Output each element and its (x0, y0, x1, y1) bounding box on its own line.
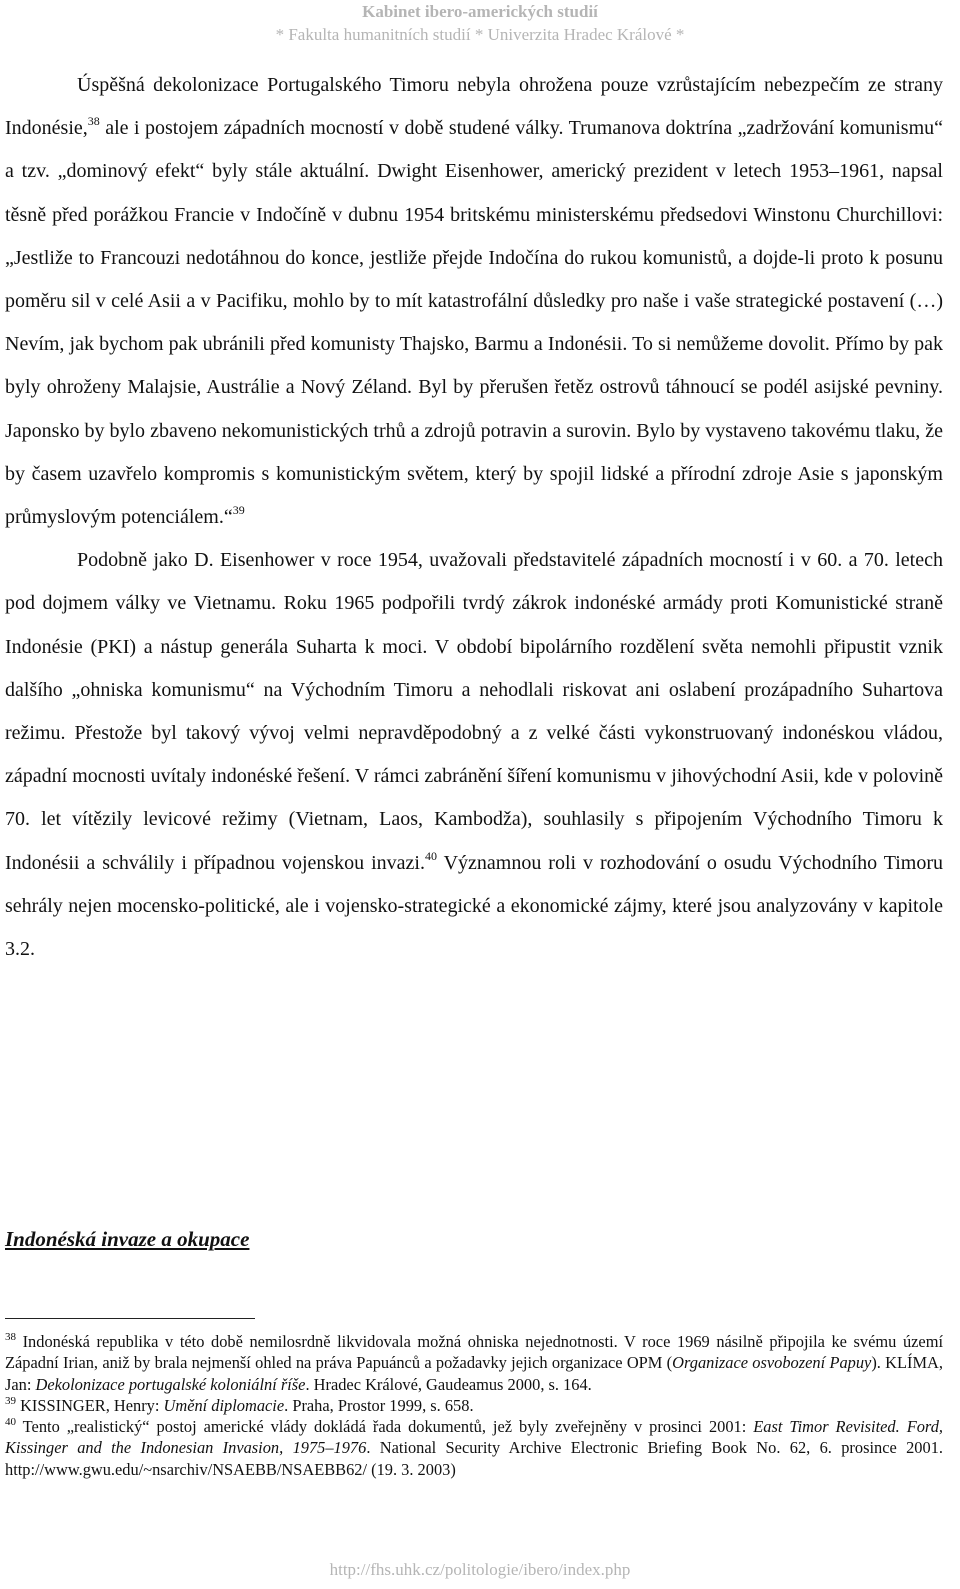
footnote-number-38: 38 (5, 1331, 16, 1343)
paragraph-2 (5, 539, 943, 971)
footnote-38-text-c: . Hradec Králové, Gaudeamus 2000, s. 164. (305, 1374, 592, 1394)
footnote-38 (5, 1331, 943, 1395)
footnote-40-text-b[interactable]: . National Security Archive Electronic Briefing Book No. 62, 6. prosince 2001. http://www.gwu.edu/~nsarchiv/NSAEBB/NSAEBB62/ (19. 3. 2003) (5, 1438, 943, 1479)
footnote-38-italic-1: Organizace osvobození Papuy (672, 1353, 872, 1373)
footnote-39-text-a: KISSINGER, Henry: (16, 1395, 164, 1415)
footnote-39-text-b: . Praha, Prostor 1999, s. 658. (284, 1395, 474, 1415)
footnote-40 (5, 1416, 943, 1480)
footnote-38-text-b: ). KLÍMA, Jan: (5, 1353, 943, 1394)
main-text (5, 64, 943, 971)
footnote-divider (5, 1318, 255, 1319)
page-header (0, 0, 960, 46)
footer-url[interactable]: http://fhs.uhk.cz/politologie/ibero/index.php (329, 1560, 631, 1579)
footnote-number-39: 39 (5, 1394, 16, 1407)
header-institution: Kabinet ibero-amerických studií (362, 2, 598, 21)
footnote-ref-40[interactable]: 40 (424, 848, 437, 863)
footnote-38-text-a: Indonéská republika v této době nemilosrdně likvidovala možná ohniska nejednotnosti. V roce 1969 násilně připojila ke svému území Západní Irian, aniž by brala nejmenší ohled na práva Papuánců a požadavky jejich organizace OPM ( (5, 1332, 943, 1373)
paragraph-1 (5, 64, 943, 539)
footnote-ref-38[interactable]: 38 (87, 114, 100, 129)
paragraph-2-part-2: Významnou roli v rozhodování o osudu Východního Timoru sehrály nejen mocensko-politické, ale i vojensko-strategické a ekonomické zájmy, které jsou analyzovány v kapitole 3.2. (5, 851, 943, 961)
paragraph-2-part-1: Podobně jako D. Eisenhower v roce 1954, uvažovali představitelé západních mocností i v 60. a 70. letech pod dojmem války ve Vietnamu. Roku 1965 podpořili tvrdý zákrok indonéské armády proti Komunistické straně Indonésie (PKI) a nástup generála Suharta k moci. V období bipolárního rozdělení světa nemohli připustit vznik dalšího „ohniska komunismu“ na Východním Timoru a nehodlali riskovat ani oslabení prozápadního Suhartova režimu. Přestože byl takový vývoj velmi nepravděpodobný a z velké části vykonstruovaný indonéskou vládou, západní mocnosti uvítaly indonéské řešení. V rámci zabránění šíření komunismu v jihovýchodní Asii, kde v polovině 70. let vítězily levicové režimy (Vietnam, Laos, Kambodža), souhlasily s připojením Východního Timoru k Indonésii a schválily i případnou vojenskou invazi. (5, 549, 943, 874)
section-title: Indonéská invaze a okupace (5, 1227, 250, 1251)
paragraph-1-part-2: ale i postojem západních mocností v době studené války. Trumanova doktrína „zadržování komunismu“ a tzv. „dominový efekt“ byly stále aktuální. Dwight Eisenhower, americký prezident v letech 1953–1961, napsal těsně před porážkou Francie v Indočíně v dubnu 1954 britskému ministerskému předsedovi Winstonu Churchillovi: „Jestliže to Francouzi nedotáhnou do konce, jestliže přejde Indočína do rukou komunistů, a dojde-li proto k posunu poměru sil v celé Asii a v Pacifiku, mohlo by to mít katastrofální důsledky pro naše i vaše strategické postavení (…) Nevím, jak bychom pak ubránili před komunisty Thajsko, Barmu a Indonésii. To si nemůžeme dovolit. Přímo by pak byly ohroženy Malajsie, Austrálie a Nový Zéland. Byl by přerušen řetěz ostrovů táhnoucí se podél asijské pevniny. Japonsko by bylo zbaveno nekomunistických trhů a zdrojů potravin a surovin. Bylo by vystaveno takovému tlaku, že by časem uzavřelo kompromis s komunistickým světem, který by spojil lidské a přírodní zdroje Asie s japonským průmyslovým potenciálem.“ (5, 117, 943, 529)
footnote-40-text-a: Tento „realistický“ postoj americké vlády dokládá řada dokumentů, jež byly zveřejněny v prosinci 2001: (16, 1417, 754, 1437)
footnote-39 (5, 1395, 943, 1416)
footnote-ref-39[interactable]: 39 (232, 503, 245, 518)
footnotes (5, 1331, 943, 1480)
footnote-number-40: 40 (5, 1416, 16, 1429)
footnote-38-italic-2: Dekolonizace portugalské koloniální říše (35, 1374, 306, 1394)
footnote-40-italic-1: East Timor Revisited. Ford, Kissinger and the Indonesian Invasion, 1975–1976 (5, 1417, 943, 1458)
footnote-39-italic-1: Umění diplomacie (163, 1395, 285, 1415)
header-faculty: * Fakulta humanitních studií * Univerzita Hradec Králové * (275, 25, 685, 44)
paragraph-1-part-1: Úspěšná dekolonizace Portugalského Timoru nebyla ohrožena pouze vzrůstajícím nebezpečím ze strany Indonésie, (5, 74, 943, 140)
